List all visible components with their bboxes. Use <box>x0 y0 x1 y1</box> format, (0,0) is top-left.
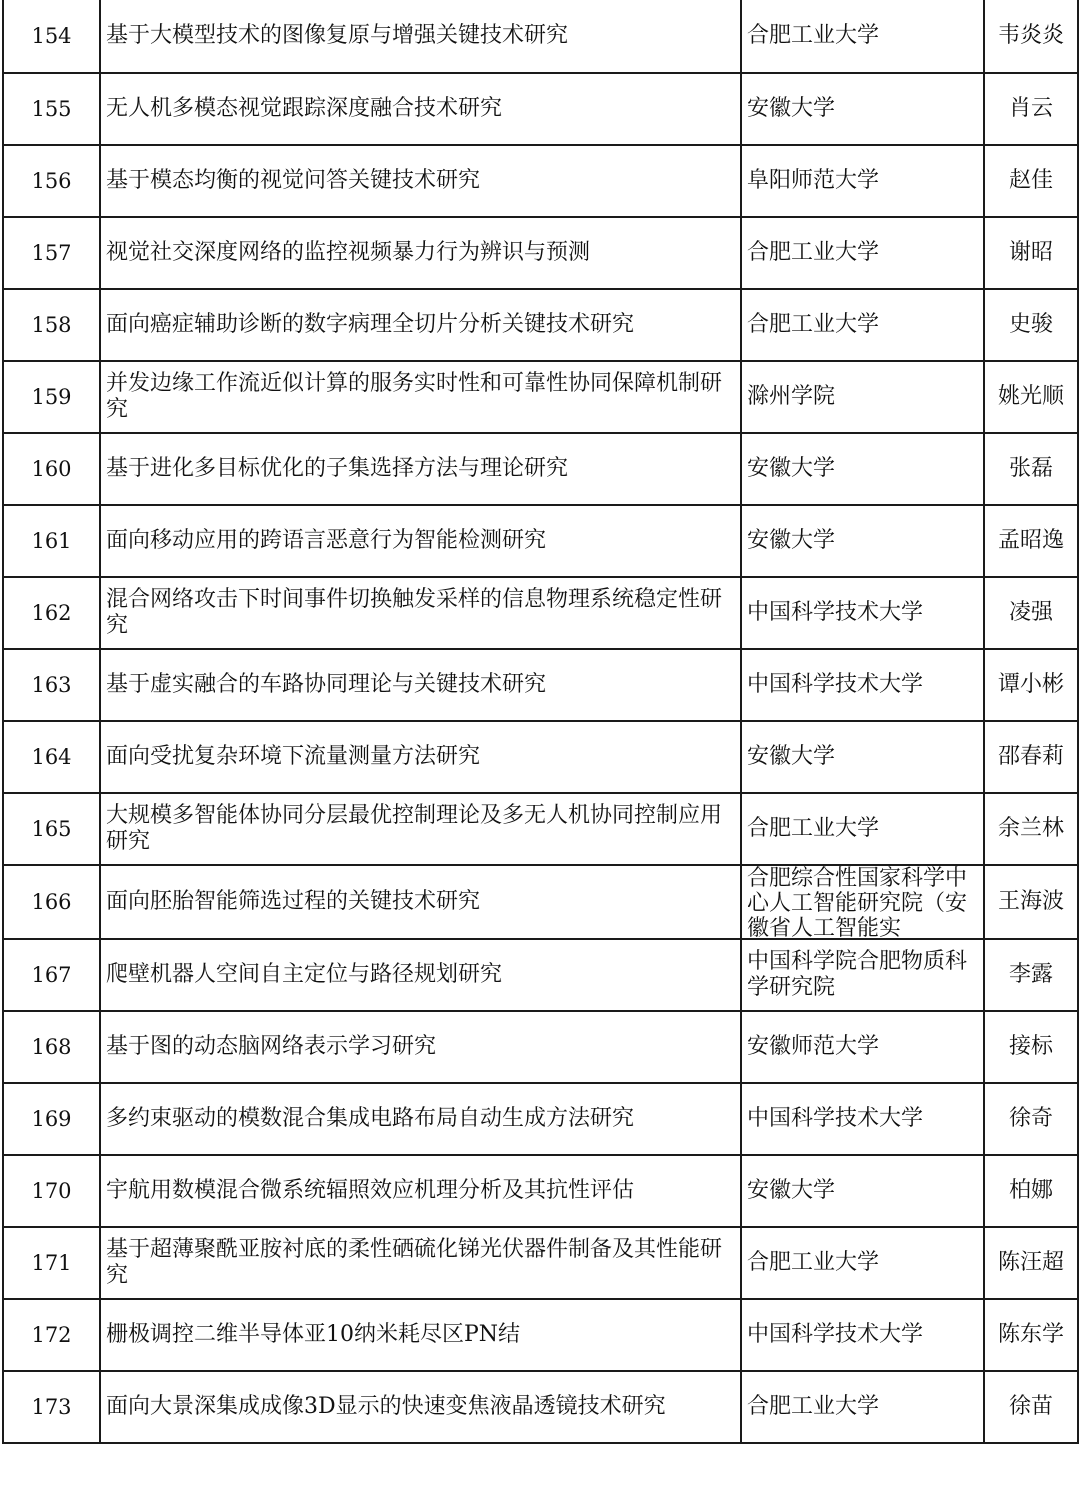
project-title: 多约束驱动的模数混合集成电路布局自动生成方法研究 <box>100 1083 741 1155</box>
row-number: 169 <box>3 1083 100 1155</box>
row-number: 170 <box>3 1155 100 1227</box>
institution: 阜阳师范大学 <box>741 145 984 217</box>
row-number: 165 <box>3 793 100 865</box>
institution: 安徽大学 <box>741 433 984 505</box>
table-row <box>3 1011 1078 1083</box>
principal-investigator: 谢昭 <box>984 217 1078 289</box>
table-row <box>3 361 1078 433</box>
row-number: 162 <box>3 577 100 649</box>
project-title: 面向癌症辅助诊断的数字病理全切片分析关键技术研究 <box>100 289 741 361</box>
project-title: 面向受扰复杂环境下流量测量方法研究 <box>100 721 741 793</box>
institution: 安徽师范大学 <box>741 1011 984 1083</box>
table-row <box>3 1299 1078 1371</box>
row-number: 156 <box>3 145 100 217</box>
table-row <box>3 0 1078 73</box>
institution: 合肥工业大学 <box>741 289 984 361</box>
row-number: 160 <box>3 433 100 505</box>
principal-investigator: 姚光顺 <box>984 361 1078 433</box>
principal-investigator: 谭小彬 <box>984 649 1078 721</box>
row-number: 172 <box>3 1299 100 1371</box>
project-title: 大规模多智能体协同分层最优控制理论及多无人机协同控制应用研究 <box>100 793 741 865</box>
table-row <box>3 649 1078 721</box>
table-row <box>3 939 1078 1011</box>
project-title: 基于图的动态脑网络表示学习研究 <box>100 1011 741 1083</box>
institution: 中国科学技术大学 <box>741 649 984 721</box>
institution: 滁州学院 <box>741 361 984 433</box>
institution: 安徽大学 <box>741 1155 984 1227</box>
principal-investigator: 邵春莉 <box>984 721 1078 793</box>
institution: 合肥工业大学 <box>741 1227 984 1299</box>
project-table <box>2 0 1079 1444</box>
row-number: 167 <box>3 939 100 1011</box>
row-number: 166 <box>3 865 100 939</box>
table-row <box>3 505 1078 577</box>
project-title: 爬壁机器人空间自主定位与路径规划研究 <box>100 939 741 1011</box>
table-row <box>3 721 1078 793</box>
row-number: 163 <box>3 649 100 721</box>
row-number: 155 <box>3 73 100 145</box>
row-number: 154 <box>3 0 100 73</box>
institution-text: 合肥综合性国家科学中心人工智能研究院（安徽省人工智能实 <box>747 866 968 938</box>
table-row <box>3 865 1078 939</box>
project-title: 宇航用数模混合微系统辐照效应机理分析及其抗性评估 <box>100 1155 741 1227</box>
project-title: 基于进化多目标优化的子集选择方法与理论研究 <box>100 433 741 505</box>
project-title: 并发边缘工作流近似计算的服务实时性和可靠性协同保障机制研究 <box>100 361 741 433</box>
project-title: 面向胚胎智能筛选过程的关键技术研究 <box>100 865 741 939</box>
institution: 中国科学技术大学 <box>741 1083 984 1155</box>
table-row <box>3 1227 1078 1299</box>
row-number: 173 <box>3 1371 100 1443</box>
institution: 安徽大学 <box>741 73 984 145</box>
table-row <box>3 1155 1078 1227</box>
table-row <box>3 73 1078 145</box>
table-row <box>3 793 1078 865</box>
principal-investigator: 徐苗 <box>984 1371 1078 1443</box>
row-number: 157 <box>3 217 100 289</box>
principal-investigator: 陈东学 <box>984 1299 1078 1371</box>
principal-investigator: 史骏 <box>984 289 1078 361</box>
table-row <box>3 1083 1078 1155</box>
institution: 中国科学技术大学 <box>741 577 984 649</box>
table-row <box>3 577 1078 649</box>
table-row <box>3 433 1078 505</box>
table-row <box>3 217 1078 289</box>
institution: 合肥工业大学 <box>741 1371 984 1443</box>
principal-investigator: 张磊 <box>984 433 1078 505</box>
principal-investigator: 王海波 <box>984 865 1078 939</box>
institution: 合肥工业大学 <box>741 217 984 289</box>
institution: 安徽大学 <box>741 505 984 577</box>
project-title: 基于超薄聚酰亚胺衬底的柔性硒硫化锑光伏器件制备及其性能研究 <box>100 1227 741 1299</box>
table-row <box>3 289 1078 361</box>
table-row <box>3 145 1078 217</box>
row-number: 168 <box>3 1011 100 1083</box>
table-row <box>3 1371 1078 1443</box>
principal-investigator: 赵佳 <box>984 145 1078 217</box>
institution <box>741 865 984 939</box>
institution: 中国科学技术大学 <box>741 1299 984 1371</box>
row-number: 159 <box>3 361 100 433</box>
project-title: 混合网络攻击下时间事件切换触发采样的信息物理系统稳定性研究 <box>100 577 741 649</box>
principal-investigator: 接标 <box>984 1011 1078 1083</box>
principal-investigator: 韦炎炎 <box>984 0 1078 73</box>
principal-investigator: 余兰林 <box>984 793 1078 865</box>
row-number: 158 <box>3 289 100 361</box>
principal-investigator: 陈汪超 <box>984 1227 1078 1299</box>
project-title: 栅极调控二维半导体亚10纳米耗尽区PN结 <box>100 1299 741 1371</box>
institution: 合肥工业大学 <box>741 0 984 73</box>
principal-investigator: 李露 <box>984 939 1078 1011</box>
institution: 中国科学院合肥物质科学研究院 <box>741 939 984 1011</box>
project-title: 基于模态均衡的视觉问答关键技术研究 <box>100 145 741 217</box>
institution: 安徽大学 <box>741 721 984 793</box>
row-number: 161 <box>3 505 100 577</box>
row-number: 171 <box>3 1227 100 1299</box>
principal-investigator: 徐奇 <box>984 1083 1078 1155</box>
principal-investigator: 肖云 <box>984 73 1078 145</box>
project-title: 基于虚实融合的车路协同理论与关键技术研究 <box>100 649 741 721</box>
principal-investigator: 凌强 <box>984 577 1078 649</box>
project-title: 基于大模型技术的图像复原与增强关键技术研究 <box>100 0 741 73</box>
principal-investigator: 孟昭逸 <box>984 505 1078 577</box>
principal-investigator: 柏娜 <box>984 1155 1078 1227</box>
project-title: 面向移动应用的跨语言恶意行为智能检测研究 <box>100 505 741 577</box>
project-title: 面向大景深集成成像3D显示的快速变焦液晶透镜技术研究 <box>100 1371 741 1443</box>
project-title: 无人机多模态视觉跟踪深度融合技术研究 <box>100 73 741 145</box>
row-number: 164 <box>3 721 100 793</box>
institution: 合肥工业大学 <box>741 793 984 865</box>
project-title: 视觉社交深度网络的监控视频暴力行为辨识与预测 <box>100 217 741 289</box>
